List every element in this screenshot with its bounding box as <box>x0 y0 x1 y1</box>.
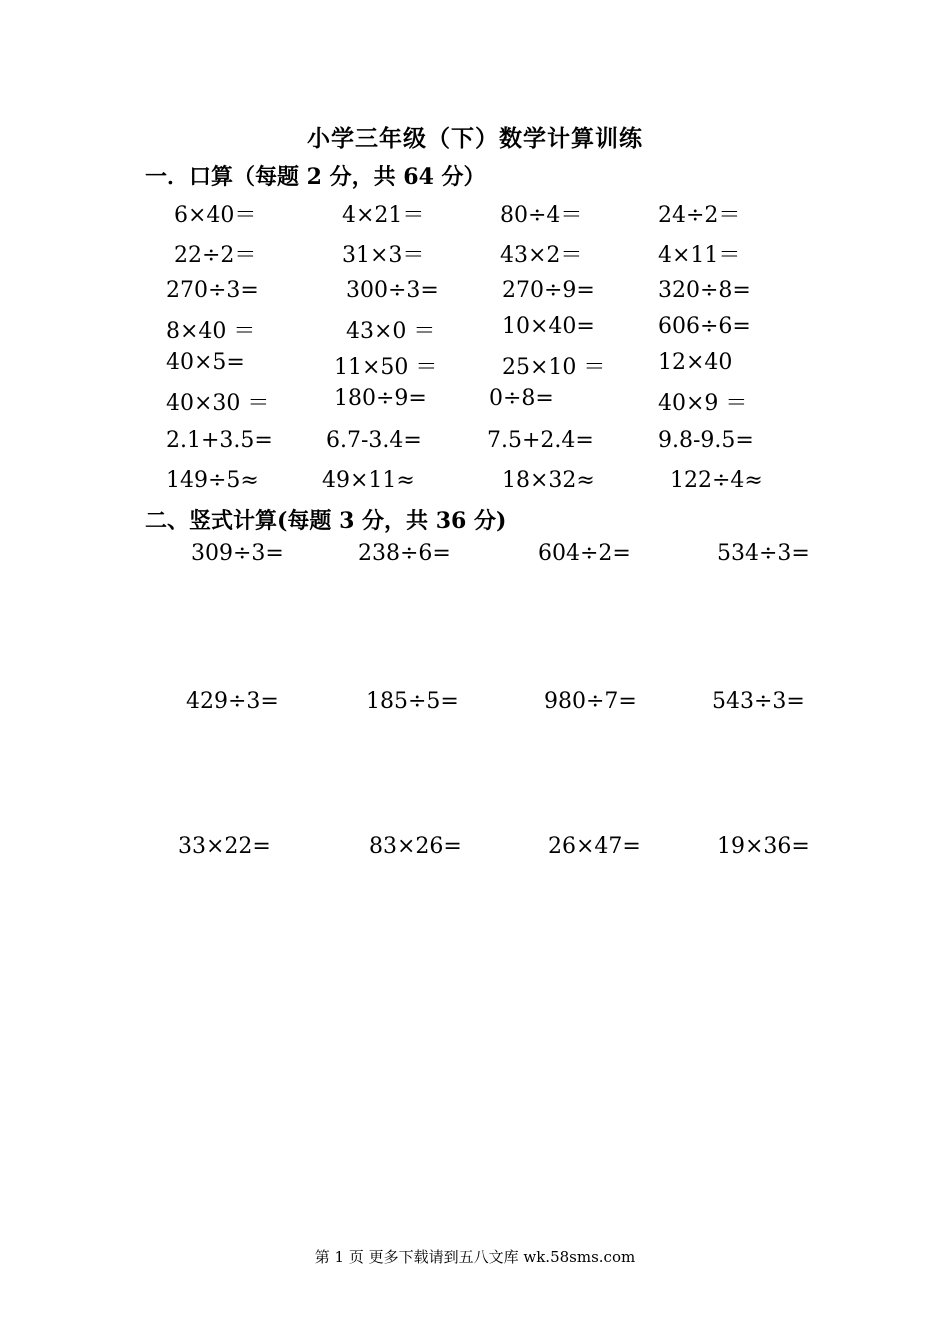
oral-problem-r5-c1: 40×5= <box>166 350 245 375</box>
oral-problem-r7-c1: 2.1+3.5= <box>166 428 273 453</box>
oral-problem-r1-c4: 24÷2＝ <box>658 203 741 228</box>
vertical-problem-r3-c2: 83×26= <box>369 834 462 859</box>
page-title: 小学三年级（下）数学计算训练 <box>307 125 643 152</box>
oral-problem-r8-c4: 122÷4≈ <box>670 468 763 493</box>
oral-problem-r5-c4: 12×40 <box>658 350 733 375</box>
oral-problem-r7-c2: 6.7-3.4= <box>326 428 422 453</box>
vertical-problem-r1-c3: 604÷2= <box>538 541 631 566</box>
oral-problem-r3-c4: 320÷8= <box>658 278 751 303</box>
oral-problem-r7-c3: 7.5+2.4= <box>487 428 594 453</box>
oral-problem-r5-c2: 11×50 ＝ <box>334 355 438 380</box>
vertical-problem-r2-c3: 980÷7= <box>544 689 637 714</box>
page-footer: 第 1 页 更多下载请到五八文库 wk.58sms.com <box>314 1248 636 1266</box>
vertical-problem-r1-c2: 238÷6= <box>358 541 451 566</box>
oral-problem-r6-c1: 40×30 ＝ <box>166 391 270 416</box>
oral-problem-r3-c3: 270÷9= <box>502 278 595 303</box>
vertical-problem-r3-c1: 33×22= <box>178 834 271 859</box>
oral-problem-r8-c2: 49×11≈ <box>322 468 415 493</box>
oral-problem-r2-c4: 4×11＝ <box>658 243 741 268</box>
oral-problem-r2-c2: 31×3＝ <box>342 243 425 268</box>
vertical-problem-r1-c4: 534÷3= <box>717 541 810 566</box>
oral-problem-r8-c1: 149÷5≈ <box>166 468 259 493</box>
oral-problem-r6-c3: 0÷8= <box>489 386 554 411</box>
oral-problem-r4-c4: 606÷6= <box>658 314 751 339</box>
vertical-problem-r3-c3: 26×47= <box>548 834 641 859</box>
oral-problem-r4-c1: 8×40 ＝ <box>166 319 256 344</box>
oral-problem-r7-c4: 9.8-9.5= <box>658 428 754 453</box>
oral-problem-r3-c2: 300÷3= <box>346 278 439 303</box>
oral-problem-r2-c3: 43×2＝ <box>500 243 583 268</box>
oral-problem-r6-c4: 40×9 ＝ <box>658 391 748 416</box>
vertical-problem-r3-c4: 19×36= <box>717 834 810 859</box>
oral-problem-r1-c1: 6×40＝ <box>174 203 257 228</box>
oral-problem-r1-c3: 80÷4＝ <box>500 203 583 228</box>
oral-problem-r4-c3: 10×40= <box>502 314 595 339</box>
oral-problem-r8-c3: 18×32≈ <box>502 468 595 493</box>
oral-problem-r1-c2: 4×21＝ <box>342 203 425 228</box>
section-2-heading: 二、竖式计算(每题 3 分，共 36 分) <box>145 508 507 534</box>
vertical-problem-r2-c1: 429÷3= <box>186 689 279 714</box>
vertical-problem-r2-c4: 543÷3= <box>712 689 805 714</box>
oral-problem-r6-c2: 180÷9= <box>334 386 427 411</box>
vertical-problem-r2-c2: 185÷5= <box>366 689 459 714</box>
oral-problem-r5-c3: 25×10 ＝ <box>502 355 606 380</box>
vertical-problem-r1-c1: 309÷3= <box>191 541 284 566</box>
oral-problem-r4-c2: 43×0 ＝ <box>346 319 436 344</box>
section-1-heading: 一．口算（每题 2 分，共 64 分） <box>145 164 486 190</box>
oral-problem-r2-c1: 22÷2＝ <box>174 243 257 268</box>
oral-problem-r3-c1: 270÷3= <box>166 278 259 303</box>
